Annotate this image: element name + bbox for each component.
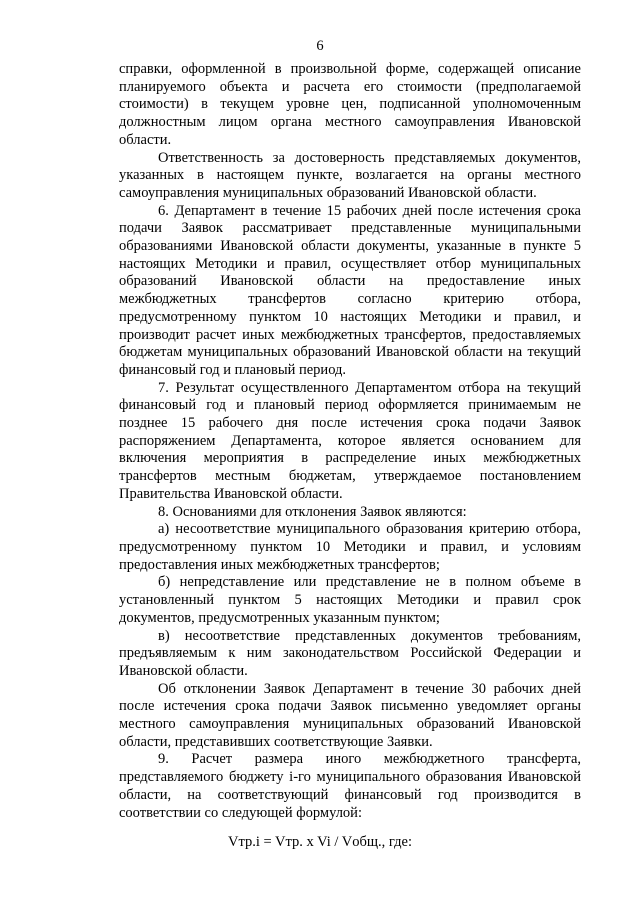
paragraph-rejection-notice: Об отклонении Заявок Департамент в течение 30 рабочих дней после истечения срока подачи Заявок письменно уведомляет органы местного самоуправления муниципальных образований Ивановской области, представивших соответствующие Заявки. — [119, 680, 581, 750]
paragraph-item-6: 6. Департамент в течение 15 рабочих дней после истечения срока подачи Заявок рассматривает представленные муниципальными образованиями Ивановской области документы, указанные в пункте 5 настоящих Методики и правил, осуществляет отбор муниципальных образований Ивановской области на предоставление иных межбюджетных трансфертов согласно критерию отбора, предусмотренному пунктом 10 настоящих Методики и правил, и производит расчет иных межбюджетных трансфертов, предоставляемых бюджетам муниципальных образований Ивановской области на текущий финансовый год и плановый период. — [119, 202, 581, 378]
paragraph-item-8b: б) непредставление или представление не в полном объеме в установленный пунктом 5 настоящих Методики и правил срок документов, предусмотренных указанным пунктом; — [119, 574, 581, 626]
paragraph-item-8a: а) несоответствие муниципального образования критерию отбора, предусмотренному пунктом 10 Методики и правил, и условиям предоставления иных межбюджетных трансфертов; — [119, 521, 581, 573]
paragraph-item-8v: в) несоответствие представленных документов требованиям, предъявляемым к ним законодательством Российской Федерации и Ивановской области. — [119, 627, 581, 679]
paragraph-responsibility: Ответственность за достоверность представляемых документов, указанных в настоящем пункте, возлагается на органы местного самоуправления муниципальных образований Ивановской области. — [119, 149, 581, 201]
paragraph-certificate-continuation: справки, оформленной в произвольной форме, содержащей описание планируемого объекта и расчета его стоимости (предполагаемой стоимости) в текущем уровне цен, подписанной уполномоченным должностным лицом органа местного самоуправления Ивановской области. — [119, 61, 581, 148]
page-number: 6 — [316, 38, 324, 54]
paragraph-item-7: 7. Результат осуществленного Департаментом отбора на текущий финансовый год и плановый период оформляется принимаемым не позднее 15 рабочего дня после истечения срока подачи Заявок распоряжением Департамента, которое является основанием для включения мероприятия в распределение иных межбюджетных трансфертов местным бюджетам, утверждаемое постановлением Правительства Ивановской области. — [119, 379, 581, 502]
paragraph-item-9: 9. Расчет размера иного межбюджетного трансферта, представляемого бюджету i-го муниципального образования Ивановской области, на соответствующий финансовый год производится в соответствии со следующей формулой: — [119, 751, 581, 821]
document-body — [119, 61, 581, 822]
paragraph-item-8: 8. Основаниями для отклонения Заявок являются: — [158, 503, 467, 520]
transfer-formula: Vтр.i = Vтр. x Vi / Vобщ., где: — [227, 834, 412, 850]
